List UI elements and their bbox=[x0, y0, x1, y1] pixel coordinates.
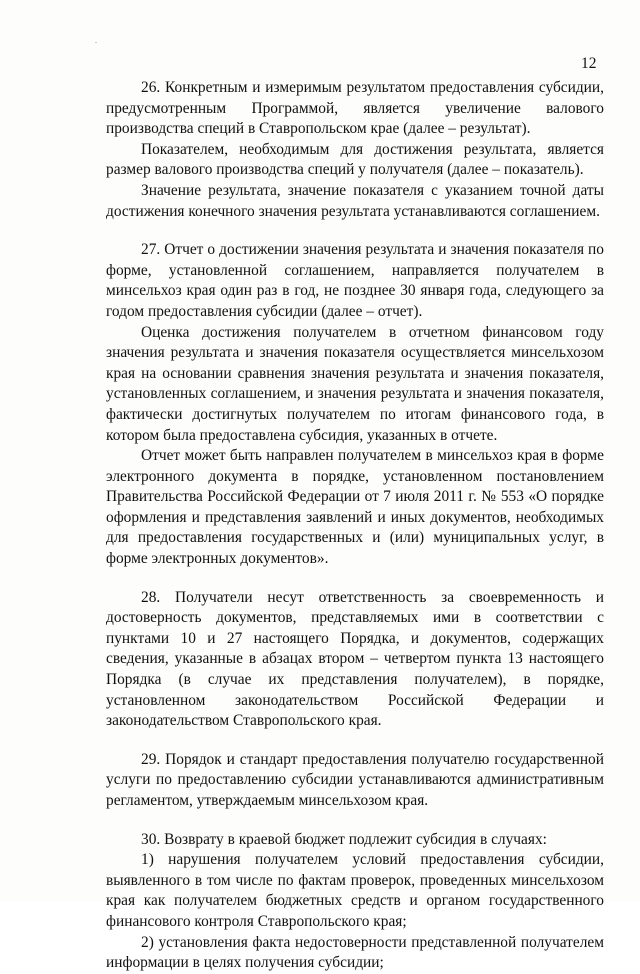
section-gap bbox=[106, 222, 604, 240]
paragraph-27: 27. Отчет о достижении значения результата и значения показателя по форме, установленной соглашением, направляется получателем в минсельхоз края один раз в год, не позднее 30 января года, следующего за годом предоставления субсидии (далее – отчет). bbox=[106, 241, 604, 320]
paragraph-27-assessment: Оценка достижения получателем в отчетном финансовом году значения результата и значения показателя осуществляется минсельхозом края на основании сравнения значения результата и значения показателя, установленных соглашением, и значения результата и значения показателя, фактически достигнутых получателем по итогам финансового года, в котором была предоставлена субсидия, указанных в отчете. bbox=[106, 323, 604, 444]
paragraph-29: 29. Порядок и стандарт предоставления получателю государственной услуги по предоставлению субсидии устанавливаются административным регламентом, утверждаемым минсельхозом края. bbox=[106, 750, 604, 809]
paragraph-30-item-1: 1) нарушения получателем условий предоставления субсидии, выявленного в том числе по фактам проверок, проведенных минсельхозом края как получателем бюджетных средств и органом государственного финансового контроля Ставропольского края; bbox=[106, 851, 604, 930]
paragraph-26-values: Значение результата, значение показателя с указанием точной даты достижения конечного значения результата устанавливаются соглашением. bbox=[106, 181, 604, 220]
section-gap bbox=[106, 570, 604, 588]
scan-speck bbox=[95, 42, 97, 43]
section-gap bbox=[106, 732, 604, 750]
paragraph-27-electronic-report: Отчет может быть направлен получателем в минсельхоз края в форме электронного документа в порядке, установленном постановлением Правительства Российской Федерации от 7 июля 2011 г. № 553 «О порядке оформления и представления заявлений и иных документов, необходимых для предоставления государственных и (или) муниципальных услуг, в форме электронных документов». bbox=[106, 447, 604, 568]
paragraph-30: 30. Возврату в краевой бюджет подлежит субсидия в случаях: bbox=[141, 830, 547, 848]
paragraph-30-item-2: 2) установления факта недостоверности представленной получателем информации в целях получения субсидии; bbox=[106, 933, 604, 972]
paragraph-26: 26. Конкретным и измеримым результатом предоставления субсидии, предусмотренным Программой, является увеличение валового производства специй в Ставропольском крае (далее – результат). bbox=[106, 79, 604, 138]
page-number: 12 bbox=[581, 55, 597, 72]
paragraph-26-indicator: Показателем, необходимым для достижения результата, является размер валового производства специй у получателя (далее – показатель). bbox=[106, 140, 604, 179]
document-body bbox=[106, 78, 604, 974]
section-gap bbox=[106, 812, 604, 830]
paragraph-28: 28. Получатели несут ответственность за своевременность и достоверность документов, представляемых ими в соответствии с пунктами 10 и 27 настоящего Порядка, и документов, содержащих сведения, указанные в абзацах втором – четвертом пункта 13 настоящего Порядка (в случае их представления получателем), в порядке, установленном законодательством Российской Федерации и законодательством Ставропольского края. bbox=[106, 588, 604, 730]
